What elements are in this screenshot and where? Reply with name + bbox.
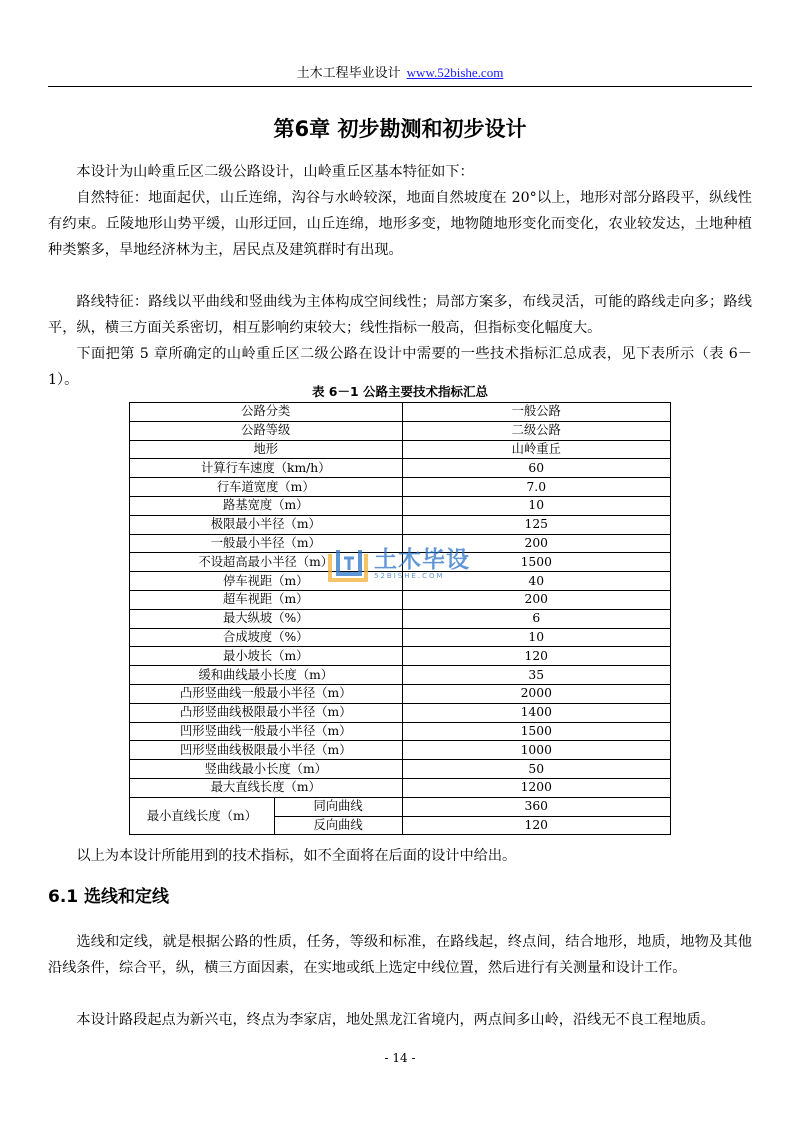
indicator-value-cell: 1200 [402, 778, 670, 797]
paragraph-intro: 本设计为山岭重丘区二级公路设计，山岭重丘区基本特征如下： [76, 164, 474, 180]
paragraph-route-features: 路线特征：路线以平曲线和竖曲线为主体构成空间线性；局部方案多，布线灵活，可能的路线走向多；路线平，纵，横三方面关系密切，相互影响约束较大；线性指标一般高，但指标变化幅度大。 [48, 294, 752, 336]
indicator-group-cell: 最小直线长度（m） [130, 797, 275, 835]
paragraph-table-intro: 下面把第 5 章所确定的山岭重丘区二级公路在设计中需要的一些技术指标汇总成表，见下表所示（表 6－1）。 [48, 346, 752, 388]
indicator-value-cell: 7.0 [402, 478, 670, 497]
indicator-value-cell: 200 [402, 534, 670, 553]
watermark-title: 土木毕设 [374, 546, 470, 573]
table-row [130, 609, 671, 628]
table-row [130, 515, 671, 534]
indicator-name-cell: 公路等级 [130, 421, 403, 440]
indicator-value-cell: 一般公路 [402, 403, 670, 422]
indicator-name-cell: 公路分类 [130, 403, 403, 422]
table-row [130, 778, 671, 797]
indicator-value-cell: 40 [402, 572, 670, 591]
indicator-name-cell: 行车道宽度（m） [130, 478, 403, 497]
paragraph-natural-features: 自然特征：地面起伏，山丘连绵，沟谷与水岭较深，地面自然坡度在 20°以上，地形对部分路段平，纵线性有约束。丘陵地形山势平缓，山形迂回，山丘连绵，地形多变，地物随地形变化而变化，农业较发达，土地种植种类繁多，旱地经济林为主，居民点及建筑群时有出现。 [48, 190, 752, 258]
table-row [130, 741, 671, 760]
indicator-name-cell: 一般最小半径（m） [130, 534, 403, 553]
table-row [130, 703, 671, 722]
indicator-name-cell: 合成坡度（%） [130, 628, 403, 647]
page-number: - 14 - [384, 1051, 416, 1065]
table-row [130, 628, 671, 647]
indicator-value-cell: 125 [402, 515, 670, 534]
indicator-name-cell: 极限最小半径（m） [130, 515, 403, 534]
table-row [130, 722, 671, 741]
indicator-value-cell: 120 [402, 816, 670, 835]
table-row [130, 647, 671, 666]
table-body [130, 403, 671, 835]
indicator-name-cell: 超车视距（m） [130, 590, 403, 609]
indicator-name-cell: 凸形竖曲线一般最小半径（m） [130, 684, 403, 703]
table-row [130, 684, 671, 703]
indicator-name-cell: 凹形竖曲线一般最小半径（m） [130, 722, 403, 741]
indicator-name-cell: 最小坡长（m） [130, 647, 403, 666]
indicator-value-cell: 200 [402, 590, 670, 609]
technical-indicator-table [129, 402, 671, 835]
indicator-value-cell: 6 [402, 609, 670, 628]
indicator-value-cell: 10 [402, 496, 670, 515]
indicator-value-cell: 60 [402, 459, 670, 478]
header-link[interactable]: www.52bishe.com [406, 65, 504, 80]
indicator-value-cell: 二级公路 [402, 421, 670, 440]
paragraph-table-note: 以上为本设计所能用到的技术指标，如不全面将在后面的设计中给出。 [76, 848, 517, 864]
indicator-value-cell: 360 [402, 797, 670, 816]
indicator-value-cell: 山岭重丘 [402, 440, 670, 459]
indicator-name-cell: 不设超高最小半径（m） [130, 553, 403, 572]
indicator-value-cell: 1500 [402, 553, 670, 572]
indicator-value-cell: 120 [402, 647, 670, 666]
table-row [130, 403, 671, 422]
header-title: 土木工程毕业设计 [296, 66, 401, 81]
indicator-name-cell: 最大直线长度（m） [130, 778, 403, 797]
watermark-logo-icon [326, 544, 372, 584]
table-row [130, 760, 671, 779]
indicator-name-cell: 缓和曲线最小长度（m） [130, 666, 403, 685]
indicator-value-cell: 50 [402, 760, 670, 779]
chapter-title: 第6章 初步勘测和初步设计 [273, 117, 527, 141]
table-row [130, 797, 671, 816]
table-row [130, 459, 671, 478]
indicator-name-cell: 计算行车速度（km/h） [130, 459, 403, 478]
indicator-name-cell: 最大纵坡（%） [130, 609, 403, 628]
indicator-name-cell: 路基宽度（m） [130, 496, 403, 515]
watermark [326, 544, 470, 584]
indicator-value-cell: 35 [402, 666, 670, 685]
table-row [130, 478, 671, 497]
watermark-subtitle: 52BISHE.COM [374, 571, 445, 580]
indicator-name-cell: 竖曲线最小长度（m） [130, 760, 403, 779]
indicator-name-cell: 凸形竖曲线极限最小半径（m） [130, 703, 403, 722]
page-header [0, 64, 800, 83]
paragraph-route-segment: 本设计路段起点为新兴屯，终点为李家店，地处黑龙江省境内，两点间多山岭，沿线无不良工程地质。 [76, 1012, 715, 1028]
indicator-name-cell: 凹形竖曲线极限最小半径（m） [130, 741, 403, 760]
indicator-value-cell: 10 [402, 628, 670, 647]
indicator-value-cell: 1400 [402, 703, 670, 722]
indicator-subname-cell: 反向曲线 [274, 816, 402, 835]
indicator-value-cell: 1000 [402, 741, 670, 760]
indicator-name-cell: 地形 [130, 440, 403, 459]
indicator-value-cell: 1500 [402, 722, 670, 741]
indicator-name-cell: 停车视距（m） [130, 572, 403, 591]
paragraph-route-selection: 选线和定线，就是根据公路的性质，任务，等级和标准，在路线起，终点间，结合地形，地质，地物及其他沿线条件，综合平，纵，横三方面因素，在实地或纸上选定中线位置，然后进行有关测量和设计工作。 [48, 934, 752, 976]
table-row [130, 440, 671, 459]
indicator-value-cell: 2000 [402, 684, 670, 703]
table-caption: 表 6－1 公路主要技术指标汇总 [311, 384, 489, 399]
header-divider [48, 86, 752, 87]
watermark-text [374, 548, 470, 581]
table-row [130, 590, 671, 609]
section-title: 6.1 选线和定线 [48, 887, 170, 907]
table-row [130, 496, 671, 515]
table-row [130, 666, 671, 685]
table-row [130, 421, 671, 440]
indicator-subname-cell: 同向曲线 [274, 797, 402, 816]
